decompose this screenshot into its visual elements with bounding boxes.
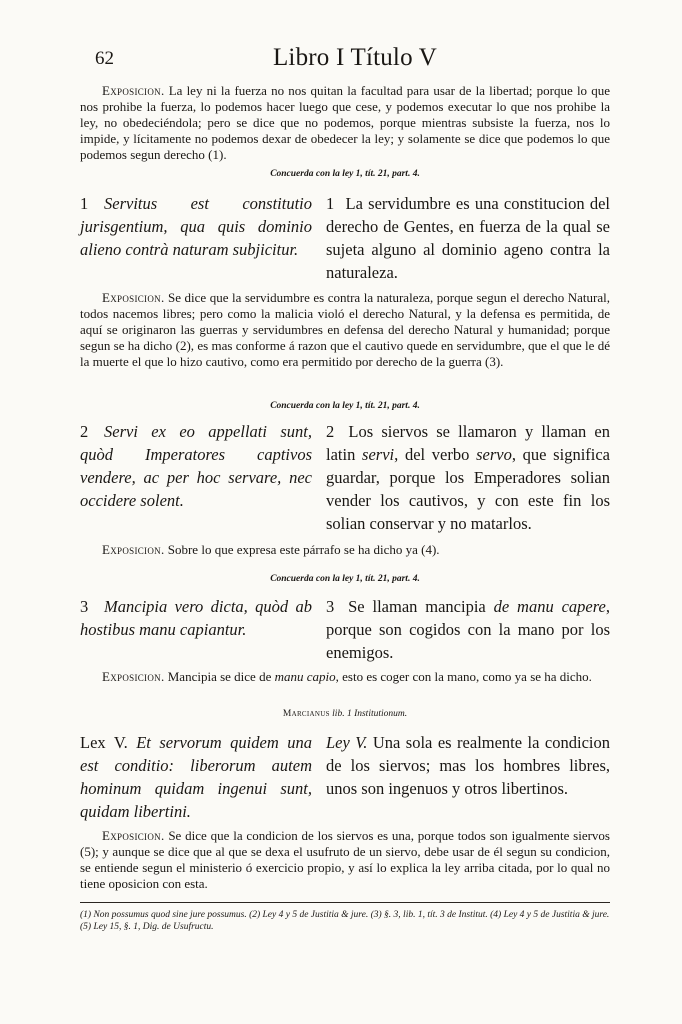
exposition-text-a: Mancipia se dice de xyxy=(167,669,275,684)
footnote-divider xyxy=(80,902,610,903)
spanish-text-b: , del verbo xyxy=(394,445,477,464)
exposition-label: Exposicion. xyxy=(102,669,165,684)
ley-heading: Ley V. xyxy=(326,733,368,752)
source-reference xyxy=(80,709,610,719)
exposition-1 xyxy=(80,290,610,370)
page-header xyxy=(95,44,615,78)
exposition-label: Exposicion. xyxy=(102,828,165,843)
source-work: lib. 1 Institutionum. xyxy=(329,709,408,719)
spanish-text: La servidumbre es una constitucion del derecho de Gentes, en fuerza de la qual se sujeta alguno al dominio ageno contra la naturaleza. xyxy=(326,194,610,282)
exposition-4 xyxy=(80,828,610,892)
spanish-text-b: , porque son cogidos con la mano por los enemigos. xyxy=(326,597,610,662)
exposition-2 xyxy=(80,542,610,558)
exposition-intro xyxy=(80,83,610,163)
latin-paragraph-3 xyxy=(80,595,312,641)
page-title: Libro I Título V xyxy=(272,44,438,71)
page-number: 62 xyxy=(95,48,114,69)
exposition-text: Sobre lo que expresa este párrafo se ha dicho ya (4). xyxy=(167,542,440,557)
concordance-2: Concuerda con la ley 1, tít. 21, part. 4. xyxy=(270,401,420,411)
latin-text: Mancipia vero dicta, quòd ab hostibus manu capiantur. xyxy=(80,597,312,639)
term-servi: servi xyxy=(362,445,395,464)
exposition-text: La ley ni la fuerza no nos quitan la facultad para usar de la libertad; porque lo que nos prohibe la fuerza, lo podemos hacer luego que cese, y podemos executar lo que nos prohibe la ley, no obedeciéndola; pero se dice que no podemos, porque mientras subsiste la fuerza, nos lo impide, y lícitamente no podemos dexar de obedecer la ley; y solamente se dice que podemos lo que podemos segun derecho (1). xyxy=(80,83,610,162)
term-servo: servo xyxy=(476,445,512,464)
spanish-paragraph-1 xyxy=(326,192,610,284)
latin-paragraph-2 xyxy=(80,420,312,512)
exposition-3 xyxy=(80,669,610,685)
latin-lex-5 xyxy=(80,731,312,823)
source-author: Marcianus xyxy=(282,709,330,719)
term-de-manu-capere: de manu capere xyxy=(493,597,606,616)
paragraph-number: 1 xyxy=(326,194,335,213)
latin-text: Servi ex eo appellati sunt, quòd Imperatores captivos vendere, ac per hoc servare, nec occidere solent. xyxy=(80,422,312,510)
spanish-ley-5 xyxy=(326,731,610,800)
concordance-3: Concuerda con la ley 1, tít. 21, part. 4. xyxy=(270,574,420,584)
exposition-label: Exposicion. xyxy=(102,290,165,305)
spanish-text-c: , que significa guardar, porque los Emperadores solian vender los cautivos, y con este fin los solian conservar y no matarlos. xyxy=(326,445,610,533)
paragraph-number: 1 xyxy=(80,194,89,213)
spanish-paragraph-3 xyxy=(326,595,610,664)
spanish-text-a: Se llaman mancipia xyxy=(348,597,494,616)
spanish-text-a: Los siervos se llamaron y llaman en latin xyxy=(326,422,611,464)
latin-text: Servitus est constitutio jurisgentium, qua quis dominio alieno contrà naturam subjicitur. xyxy=(80,194,312,259)
exposition-text-b: , esto es coger con la mano, como ya se ha dicho. xyxy=(335,669,592,684)
concordance-1: Concuerda con la ley 1, tít. 21, part. 4. xyxy=(270,169,420,179)
exposition-text: Se dice que la servidumbre es contra la naturaleza, porque segun el derecho Natural, todos nacemos libres; pero como la malicia violó el derecho Natural, y la defensa es permitida, de aquí se originaron las guerras y servidumbres en defensa del derecho Natural y humanidad; porque segun se ha dicho (2), es mas conforme á razon que el cautivo quede en servidumbre, que el que le dé la muerte el que lo hizo cautivo, como era permitido por derecho de la guerra (3). xyxy=(80,290,610,369)
paragraph-number: 3 xyxy=(326,597,335,616)
lex-heading: Lex V. xyxy=(80,733,128,752)
footnotes: (1) Non possumus quod sine jure possumus. (2) Ley 4 y 5 de Justitia & jure. (3) §. 3, lib. 1, tít. 3 de Institut. (4) Ley 4 y 5 de Justitia & jure. (5) Ley 15, §. 1, Dig. de Usufructu. xyxy=(80,910,610,932)
latin-paragraph-1 xyxy=(80,192,312,261)
spanish-text: Una sola es realmente la condicion de los siervos; mas los hombres libres, unos son ingenuos y otros libertinos. xyxy=(326,733,611,798)
paragraph-number: 2 xyxy=(80,422,89,441)
term-manu-capio: manu capio xyxy=(274,669,336,684)
exposition-text: Se dice que la condicion de los siervos es una, porque todos son igualmente siervos (5); y aunque se dice que al que se dexa el usufruto de un siervo, debe usar de él segun su condicion, se entiende segun el ministerio ó exercicio propio, y así lo explica la ley arriba citada, por lo qual no tiene oposicion con esta. xyxy=(80,828,610,891)
exposition-label: Exposicion. xyxy=(102,83,165,98)
spanish-paragraph-2 xyxy=(326,420,610,535)
paragraph-number: 3 xyxy=(80,597,89,616)
exposition-label: Exposicion. xyxy=(102,542,165,557)
paragraph-number: 2 xyxy=(326,422,335,441)
latin-text: Et servorum quidem una est conditio: liberorum autem hominum quidam ingenui sunt, quidam libertini. xyxy=(80,733,312,821)
